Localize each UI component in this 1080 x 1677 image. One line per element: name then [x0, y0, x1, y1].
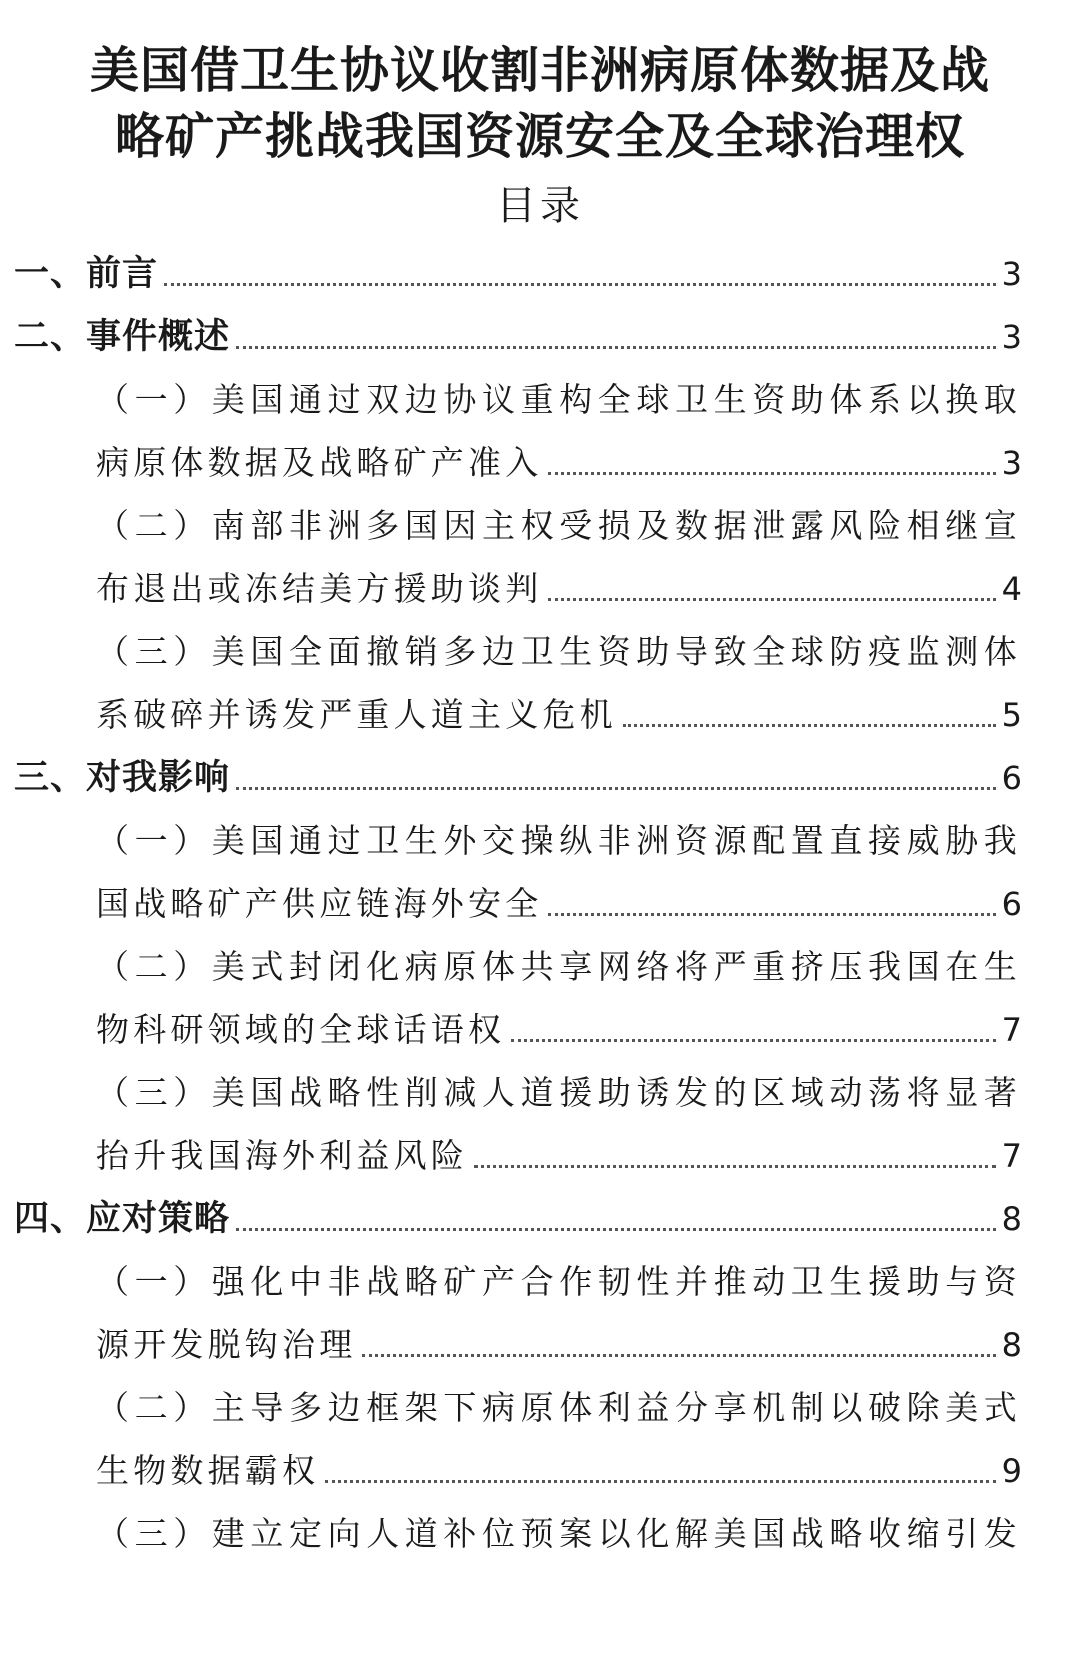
- toc-subentry-line[interactable]: [96, 494, 1022, 550]
- toc-page-number: 8: [1001, 1200, 1022, 1238]
- toc-subentry-line[interactable]: [96, 1061, 1022, 1117]
- toc-subentry-line[interactable]: [96, 1502, 1022, 1558]
- toc-subentry-label: 物科研领域的全球话语权: [96, 1010, 506, 1049]
- toc-subentry-line[interactable]: [96, 998, 1022, 1054]
- toc-page-number: 5: [1001, 696, 1022, 734]
- toc-page-number: 9: [1001, 1452, 1022, 1490]
- toc-entry-preface[interactable]: [14, 242, 1022, 298]
- toc-page-number: 4: [1001, 570, 1022, 608]
- toc-subentry-line[interactable]: [96, 1439, 1022, 1495]
- toc-leader-dots: [548, 913, 995, 916]
- toc-leader-dots: [362, 1354, 995, 1357]
- toc-page-number: 3: [1001, 444, 1022, 482]
- toc-subentry-line[interactable]: [96, 683, 1022, 739]
- toc-subentry-line[interactable]: [96, 1313, 1022, 1369]
- toc-leader-dots: [511, 1039, 995, 1042]
- toc-leader-dots: [325, 1480, 995, 1483]
- toc-leader-dots: [474, 1165, 996, 1168]
- toc-subentry-line[interactable]: [96, 809, 1022, 865]
- toc-page-number: 6: [1001, 759, 1022, 797]
- toc-leader-dots: [623, 724, 996, 727]
- toc-leader-dots: [164, 283, 996, 286]
- toc-subentry-label: （二）南部非洲多国因主权受损及数据泄露风险相继宣: [96, 506, 1023, 545]
- toc-entry-overview[interactable]: [14, 305, 1022, 361]
- toc-subentry-line[interactable]: [96, 872, 1022, 928]
- document-title-line-2: 略矿产挑战我国资源安全及全球治理权: [114, 108, 965, 165]
- toc-subentry-label: （三）美国战略性削减人道援助诱发的区域动荡将显著: [96, 1073, 1023, 1112]
- toc-page-number: 7: [1001, 1137, 1022, 1175]
- toc-leader-dots: [236, 1228, 996, 1231]
- toc-subentry-label: 病原体数据及战略矿产准入: [96, 443, 543, 482]
- toc-page-number: 3: [1001, 255, 1022, 293]
- toc-subentry-label: （一）美国通过双边协议重构全球卫生资助体系以换取: [96, 380, 1023, 419]
- toc-subentry-label: 系破碎并诱发严重人道主义危机: [96, 695, 617, 734]
- toc-subentry-label: （三）美国全面撤销多边卫生资助导致全球防疫监测体: [96, 632, 1023, 671]
- toc-subentry-line[interactable]: [96, 431, 1022, 487]
- toc-subentry-line[interactable]: [96, 1376, 1022, 1432]
- toc-subentry-label: （二）美式封闭化病原体共享网络将严重挤压我国在生: [96, 947, 1023, 986]
- toc-subentry-label: （一）美国通过卫生外交操纵非洲资源配置直接威胁我: [96, 821, 1023, 860]
- document-title: [0, 38, 1080, 170]
- toc-subentry-label: 布退出或冻结美方援助谈判: [96, 569, 543, 608]
- toc-subentry-line[interactable]: [96, 935, 1022, 991]
- toc-leader-dots: [236, 346, 996, 349]
- toc-leader-dots: [548, 472, 995, 475]
- toc-subentry-label: （二）主导多边框架下病原体利益分享机制以破除美式: [96, 1388, 1023, 1427]
- toc-entry-label: 三、对我影响: [14, 758, 231, 798]
- toc-subentry-label: （一）强化中非战略矿产合作韧性并推动卫生援助与资: [96, 1262, 1023, 1301]
- toc-entry-label: 二、事件概述: [14, 317, 231, 357]
- toc-subentry-label: 源开发脱钩治理: [96, 1325, 357, 1364]
- toc-subentry-label: 国战略矿产供应链海外安全: [96, 884, 543, 923]
- toc-subentry-line[interactable]: [96, 557, 1022, 613]
- document-title-line-1: 美国借卫生协议收割非洲病原体数据及战: [89, 42, 990, 99]
- toc-entry-impact[interactable]: [14, 746, 1022, 802]
- toc-subentry-line[interactable]: [96, 1250, 1022, 1306]
- toc-page-number: 8: [1001, 1326, 1022, 1364]
- toc-entry-strategy[interactable]: [14, 1187, 1022, 1243]
- toc-subentry-line[interactable]: [96, 368, 1022, 424]
- toc-heading: 目录: [496, 183, 584, 229]
- toc-subentry-line[interactable]: [96, 620, 1022, 676]
- toc-page-number: 7: [1001, 1011, 1022, 1049]
- toc-subentry-label: 抬升我国海外利益风险: [96, 1136, 468, 1175]
- toc-subentry-label: （三）建立定向人道补位预案以化解美国战略收缩引发: [96, 1514, 1023, 1553]
- toc-page-number: 3: [1001, 318, 1022, 356]
- toc-entry-label: 四、应对策略: [14, 1199, 231, 1239]
- toc-leader-dots: [236, 787, 996, 790]
- toc-subentry-label: 生物数据霸权: [96, 1451, 320, 1490]
- toc-entry-label: 一、前言: [14, 254, 159, 294]
- toc-page-number: 6: [1001, 885, 1022, 923]
- toc-subentry-line[interactable]: [96, 1124, 1022, 1180]
- toc-leader-dots: [548, 598, 995, 601]
